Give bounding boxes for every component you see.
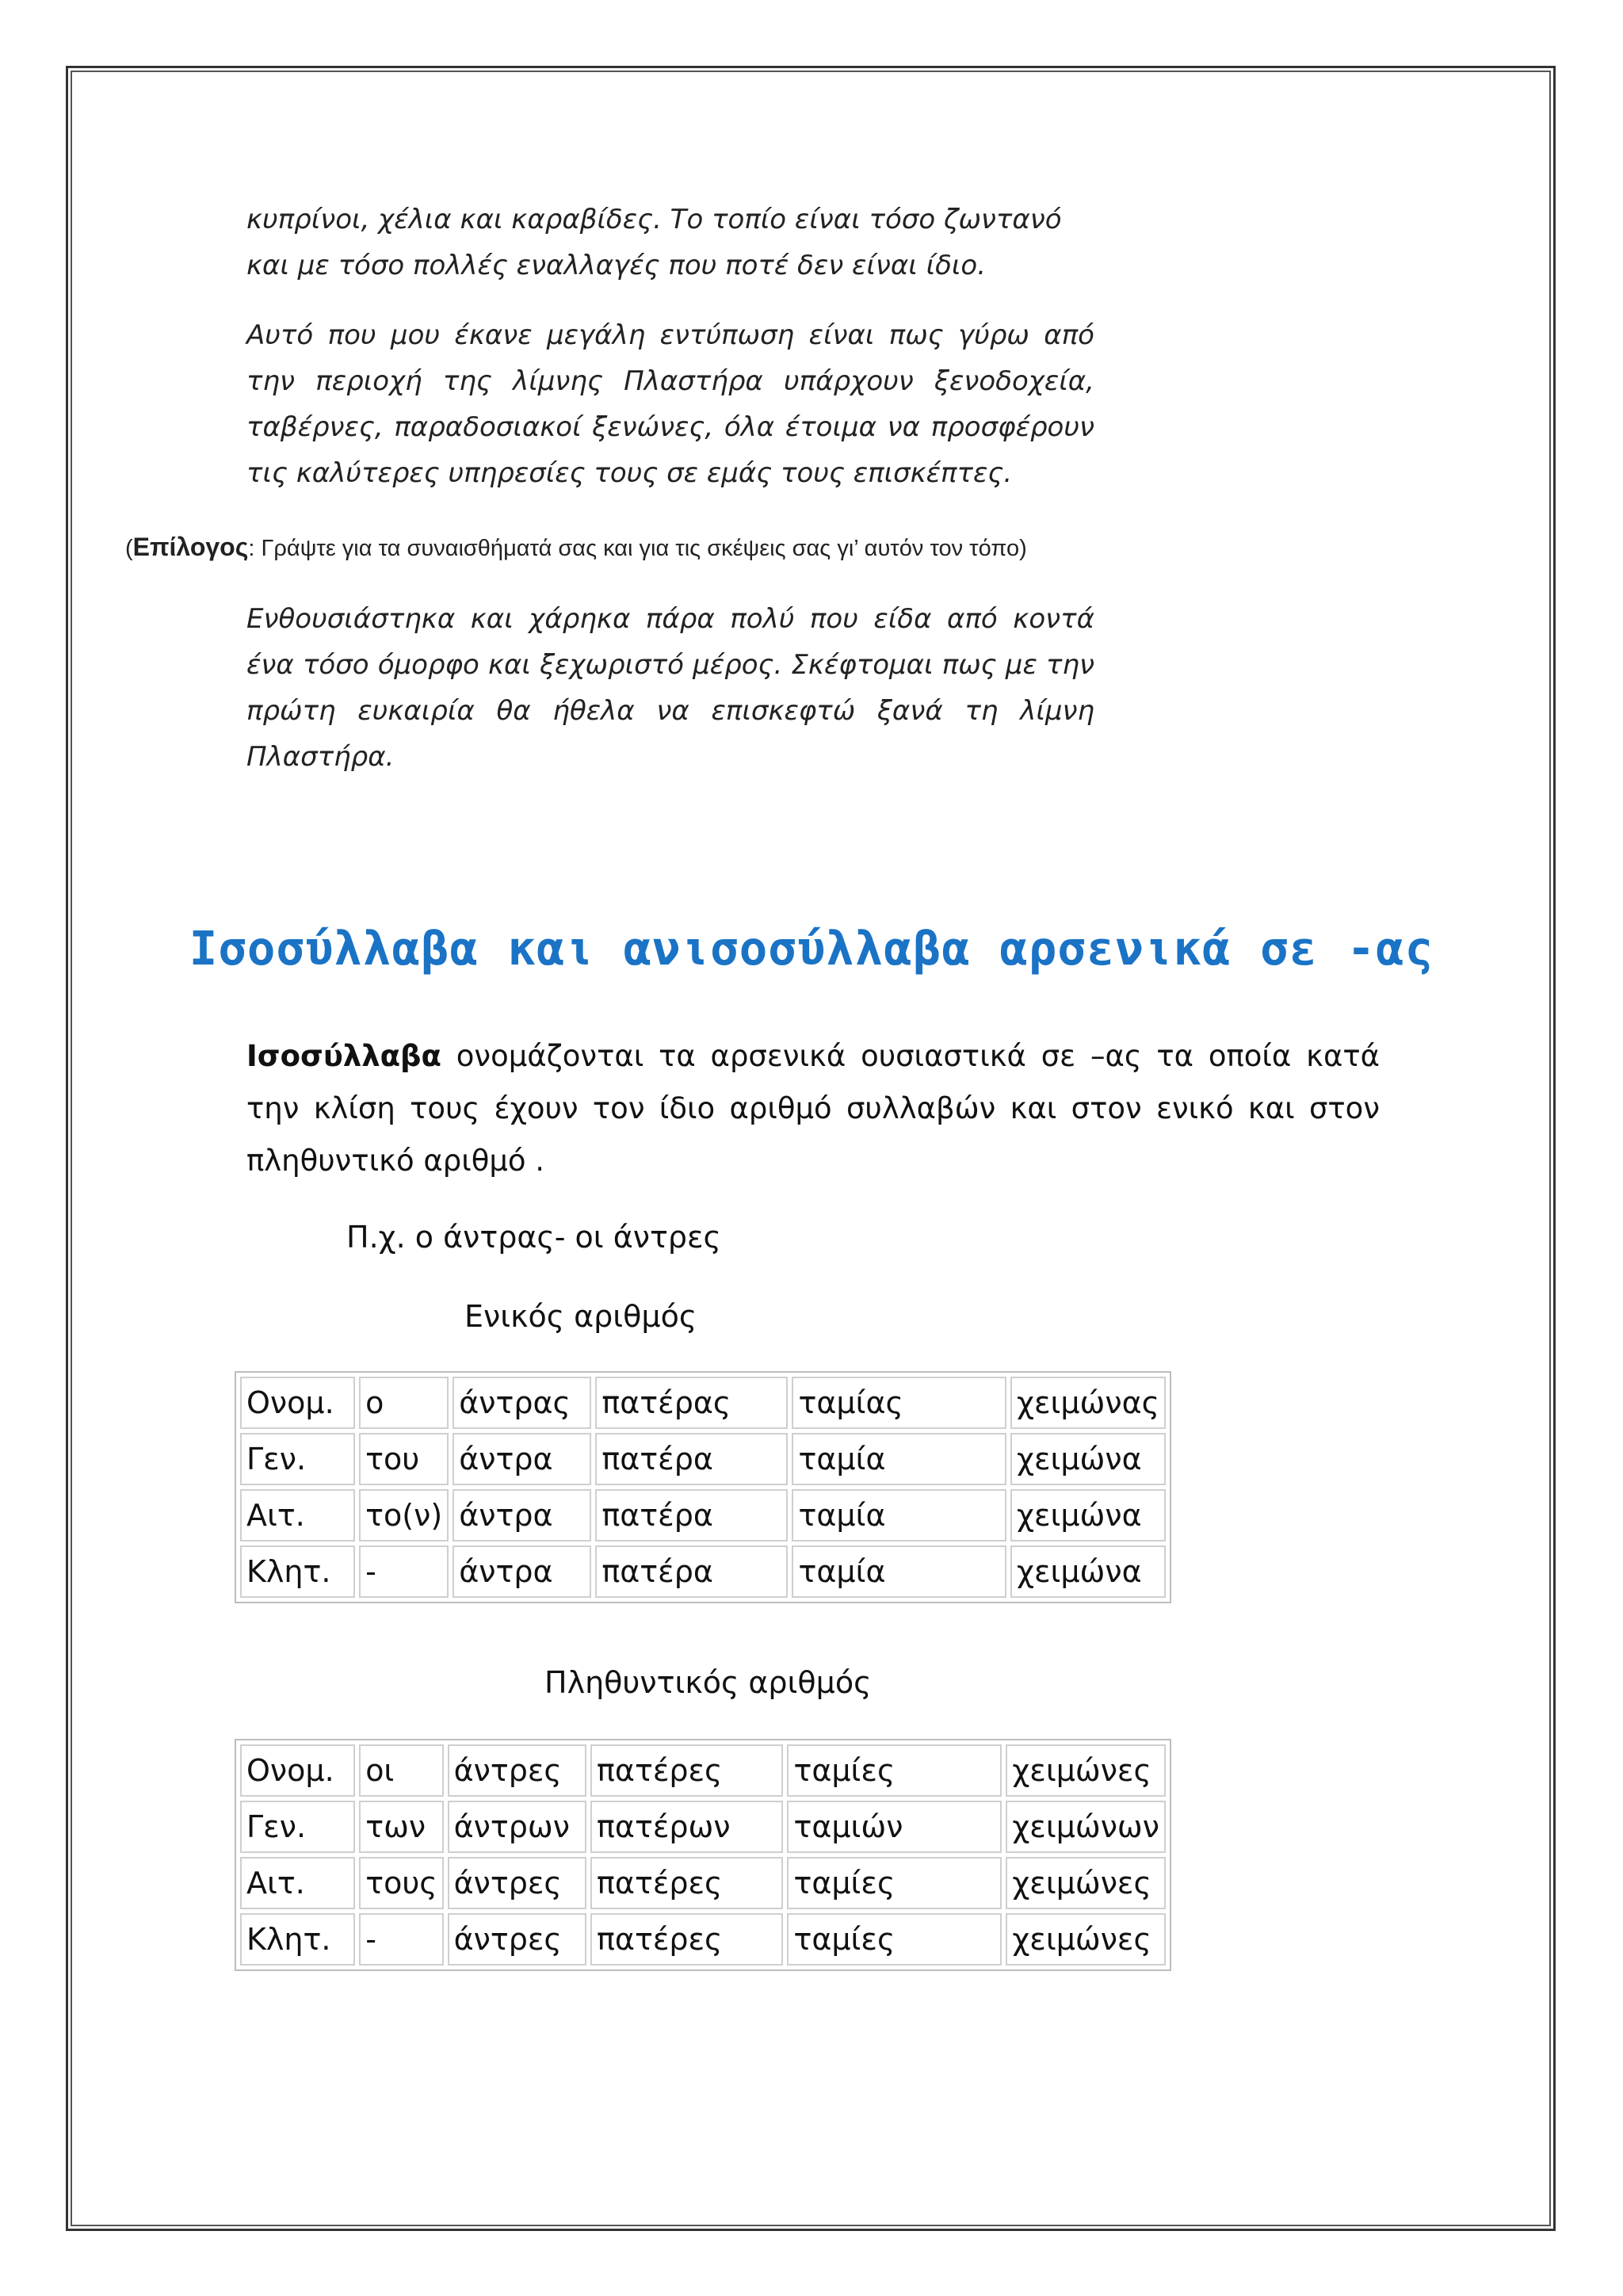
noun-cell: πατέρες bbox=[590, 1744, 783, 1797]
noun-cell: ταμία bbox=[792, 1433, 1006, 1485]
noun-cell: ταμία bbox=[792, 1489, 1006, 1541]
noun-cell: χειμώνα bbox=[1010, 1545, 1166, 1598]
table-row bbox=[240, 1545, 1166, 1598]
paragraph-hotels: Αυτό που μου έκανε μεγάλη εντύπωση είναι πως γύρω από την περιοχή της λίμνης Πλαστήρα υπάρχουν ξενοδοχεία, ταβέρνες, παραδοσιακοί ξενώνες, όλα έτοιμα να προσφέρουν τις καλύτερες υπηρεσίες τους σε εμάς τους επισκέπτες. bbox=[246, 319, 1094, 489]
noun-cell: χειμώνων bbox=[1006, 1801, 1166, 1853]
paragraph-landscape: κυπρίνοι, χέλια και καραβίδες. Το τοπίο είναι τόσο ζωντανό και με τόσο πολλές εναλλαγές που ποτέ δεν είναι ίδιο. bbox=[246, 204, 1062, 281]
table-row bbox=[240, 1744, 1166, 1797]
noun-cell: πατέρας bbox=[595, 1377, 788, 1429]
noun-cell: ταμίας bbox=[792, 1377, 1006, 1429]
noun-cell: άντρας bbox=[453, 1377, 591, 1429]
singular-declension-table bbox=[235, 1371, 1171, 1603]
noun-cell: πατέρα bbox=[595, 1545, 788, 1598]
epilogue-instruction bbox=[125, 531, 1314, 564]
noun-cell: χειμώνα bbox=[1010, 1489, 1166, 1541]
noun-cell: άντρες bbox=[448, 1913, 586, 1966]
article-cell: - bbox=[359, 1545, 449, 1598]
case-cell: Ονομ. bbox=[240, 1744, 355, 1797]
case-cell: Αιτ. bbox=[240, 1489, 355, 1541]
table-row bbox=[240, 1433, 1166, 1485]
case-cell: Γεν. bbox=[240, 1433, 355, 1485]
noun-cell: ταμίες bbox=[787, 1857, 1002, 1909]
noun-cell: πατέρες bbox=[590, 1857, 783, 1909]
noun-cell: ταμίες bbox=[787, 1744, 1002, 1797]
noun-cell: άντρες bbox=[448, 1744, 586, 1797]
case-cell: Κλητ. bbox=[240, 1545, 355, 1598]
noun-cell: χειμώνες bbox=[1006, 1744, 1166, 1797]
noun-cell: πατέρων bbox=[590, 1801, 783, 1853]
article-cell: το(ν) bbox=[359, 1489, 449, 1541]
noun-cell: πατέρες bbox=[590, 1913, 783, 1966]
epilogue-open-paren: ( bbox=[125, 536, 133, 561]
noun-cell: πατέρα bbox=[595, 1433, 788, 1485]
case-cell: Γεν. bbox=[240, 1801, 355, 1853]
noun-cell: πατέρα bbox=[595, 1489, 788, 1541]
article-cell: οι bbox=[359, 1744, 443, 1797]
noun-cell: ταμιών bbox=[787, 1801, 1002, 1853]
example-line: Π.χ. ο άντρας- οι άντρες bbox=[346, 1220, 721, 1255]
singular-caption: Ενικός αριθμός bbox=[464, 1299, 697, 1334]
plural-caption: Πληθυντικός αριθμός bbox=[544, 1665, 872, 1700]
noun-cell: άντρα bbox=[453, 1433, 591, 1485]
noun-cell: χειμώνας bbox=[1010, 1377, 1166, 1429]
epilogue-text: : Γράψτε για τα συναισθήματά σας και για τις σκέψεις σας γι’ αυτόν τον τόπο) bbox=[248, 536, 1027, 561]
paragraph-epilogue: Ενθουσιάστηκα και χάρηκα πάρα πολύ που είδα από κοντά ένα τόσο όμορφο και ξεχωριστό μέρος. Σκέφτομαι πως με την πρώτη ευκαιρία θα ήθελα να επισκεφτώ ξανά τη λίμνη Πλαστήρα. bbox=[246, 603, 1094, 773]
case-cell: Κλητ. bbox=[240, 1913, 355, 1966]
definition-text: ονομάζονται τα αρσενικά ουσιαστικά σε –ας τα οποία κατά την κλίση τους έχουν τον ίδιο αριθμό συλλαβών και στον ενικό και στον πληθυντικό αριθμό . bbox=[246, 1039, 1380, 1178]
noun-cell: χειμώνες bbox=[1006, 1857, 1166, 1909]
noun-cell: άντρων bbox=[448, 1801, 586, 1853]
table-row bbox=[240, 1801, 1166, 1853]
article-cell: των bbox=[359, 1801, 443, 1853]
case-cell: Αιτ. bbox=[240, 1857, 355, 1909]
noun-cell: ταμίες bbox=[787, 1913, 1002, 1966]
case-cell: Ονομ. bbox=[240, 1377, 355, 1429]
article-cell: τους bbox=[359, 1857, 443, 1909]
table-row bbox=[240, 1489, 1166, 1541]
noun-cell: άντρα bbox=[453, 1545, 591, 1598]
table-row bbox=[240, 1913, 1166, 1966]
noun-cell: άντρες bbox=[448, 1857, 586, 1909]
noun-cell: χειμώνες bbox=[1006, 1913, 1166, 1966]
table-row bbox=[240, 1857, 1166, 1909]
article-cell: - bbox=[359, 1913, 443, 1966]
noun-cell: άντρα bbox=[453, 1489, 591, 1541]
table-row bbox=[240, 1377, 1166, 1429]
definition-term: Ισοσύλλαβα bbox=[246, 1039, 441, 1073]
noun-cell: ταμία bbox=[792, 1545, 1006, 1598]
article-cell: του bbox=[359, 1433, 449, 1485]
noun-cell: χειμώνα bbox=[1010, 1433, 1166, 1485]
epilogue-label: Επίλογος bbox=[132, 533, 249, 561]
section-heading: Ισοσύλλαβα και ανισοσύλλαβα αρσενικά σε -ας bbox=[189, 921, 1434, 976]
plural-declension-table bbox=[235, 1739, 1171, 1971]
definition-paragraph bbox=[246, 1030, 1380, 1187]
article-cell: ο bbox=[359, 1377, 449, 1429]
